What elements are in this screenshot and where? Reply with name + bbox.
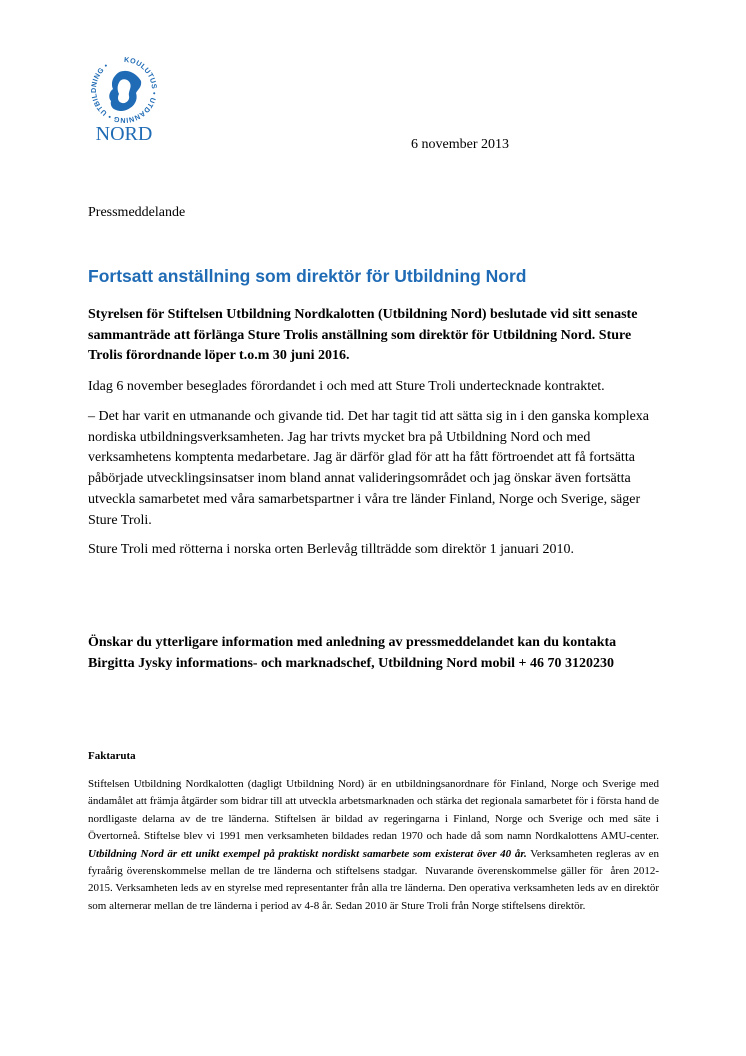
body-paragraph-2: – Det har varit en utmanande och givande tid. Det har tagit tid att sätta sig in i den ganska komplexa nordiska utbildningsverksamheten. Jag har trivts mycket bra på Utbildning Nord och med verksamhetens komptenta medarbetare. Jag är därför glad för att ha fått förtroendet att få fortsätta påbörjade utvecklingsinsatser inom bland annat valideringsområdet och jag önskar även fortsätta utveckla samarbetet med våra samarbetspartner i våra tre länder Finland, Norge och Sverige, säger Sture Troli.: [88, 409, 650, 528]
fact-box-heading: Faktaruta: [88, 750, 136, 762]
body-paragraph-1: Idag 6 november beseglades förordandet i och med att Sture Troli undertecknade kontraktet.: [88, 379, 605, 394]
logo-wordmark: NORD: [95, 123, 153, 145]
logo-emblem-icon: [86, 54, 162, 146]
contact-information: Önskar du ytterligare information med anledning av pressmeddelandet kan du kontakta Birgitta Jysky informations- och marknadschef, Utbildning Nord mobil + 46 70 3120230: [88, 635, 617, 671]
fact-box-emphasis: Utbildning Nord är ett unikt exempel på praktiskt nordiskt samarbete som existerat över 40 år.: [88, 847, 527, 860]
utbildning-nord-logo: [86, 54, 162, 146]
document-type: Pressmeddelande: [88, 205, 186, 220]
document-date: 6 november 2013: [411, 137, 509, 152]
body-paragraph-3: Sture Troli med rötterna i norska orten Berlevåg tillträdde som direktör 1 januari 2010.: [88, 542, 575, 557]
lead-paragraph: Styrelsen för Stiftelsen Utbildning Nordkalotten (Utbildning Nord) beslutade vid sitt senaste sammanträde att förlänga Sture Trolis anställning som direktör för Utbildning Nord. Sture Trolis förordnande löper t.o.m 30 juni 2016.: [88, 307, 638, 364]
fact-box-text-before: Stiftelsen Utbildning Nordkalotten (dagligt Utbildning Nord) är en utbildningsanordnare för Finland, Norge och Sverige med ändamålet att främja åtgärder som bidrar till att utveckla arbetsmarknaden och stärka det regionala samarbetet för i första hand de nordligaste delarna av de tre länderna. Stiftelsen är bildad av regeringarna i Finland, Norge och Sverige och med säte i Övertorneå. Stiftelse blev vi 1991 men verksamheten bildades redan 1970 och hade då som namn Nordkalottens AMU-center.: [88, 778, 662, 843]
fact-box-text-after: Verksamheten regleras av en fyraårig överenskommelse mellan de tre länderna och stiftelsens stadgar. Nuvarande överenskommelse gäller för åren 2012-2015. Verksamheten leds av en styrelse med representanter från alla tre länderna. Den operativa verksamheten leds av en direktör som alternerar mellan de tre länderna i period av 4-8 år. Sedan 2010 är Sture Troli från Norge stiftelsens direktör.: [88, 847, 662, 912]
fact-box-text: [88, 776, 662, 915]
press-release-title: Fortsatt anställning som direktör för Utbildning Nord: [88, 266, 527, 286]
logo-ring-text: KOULUTUS • UTDANNING • UTBILDNING •: [88, 54, 160, 126]
